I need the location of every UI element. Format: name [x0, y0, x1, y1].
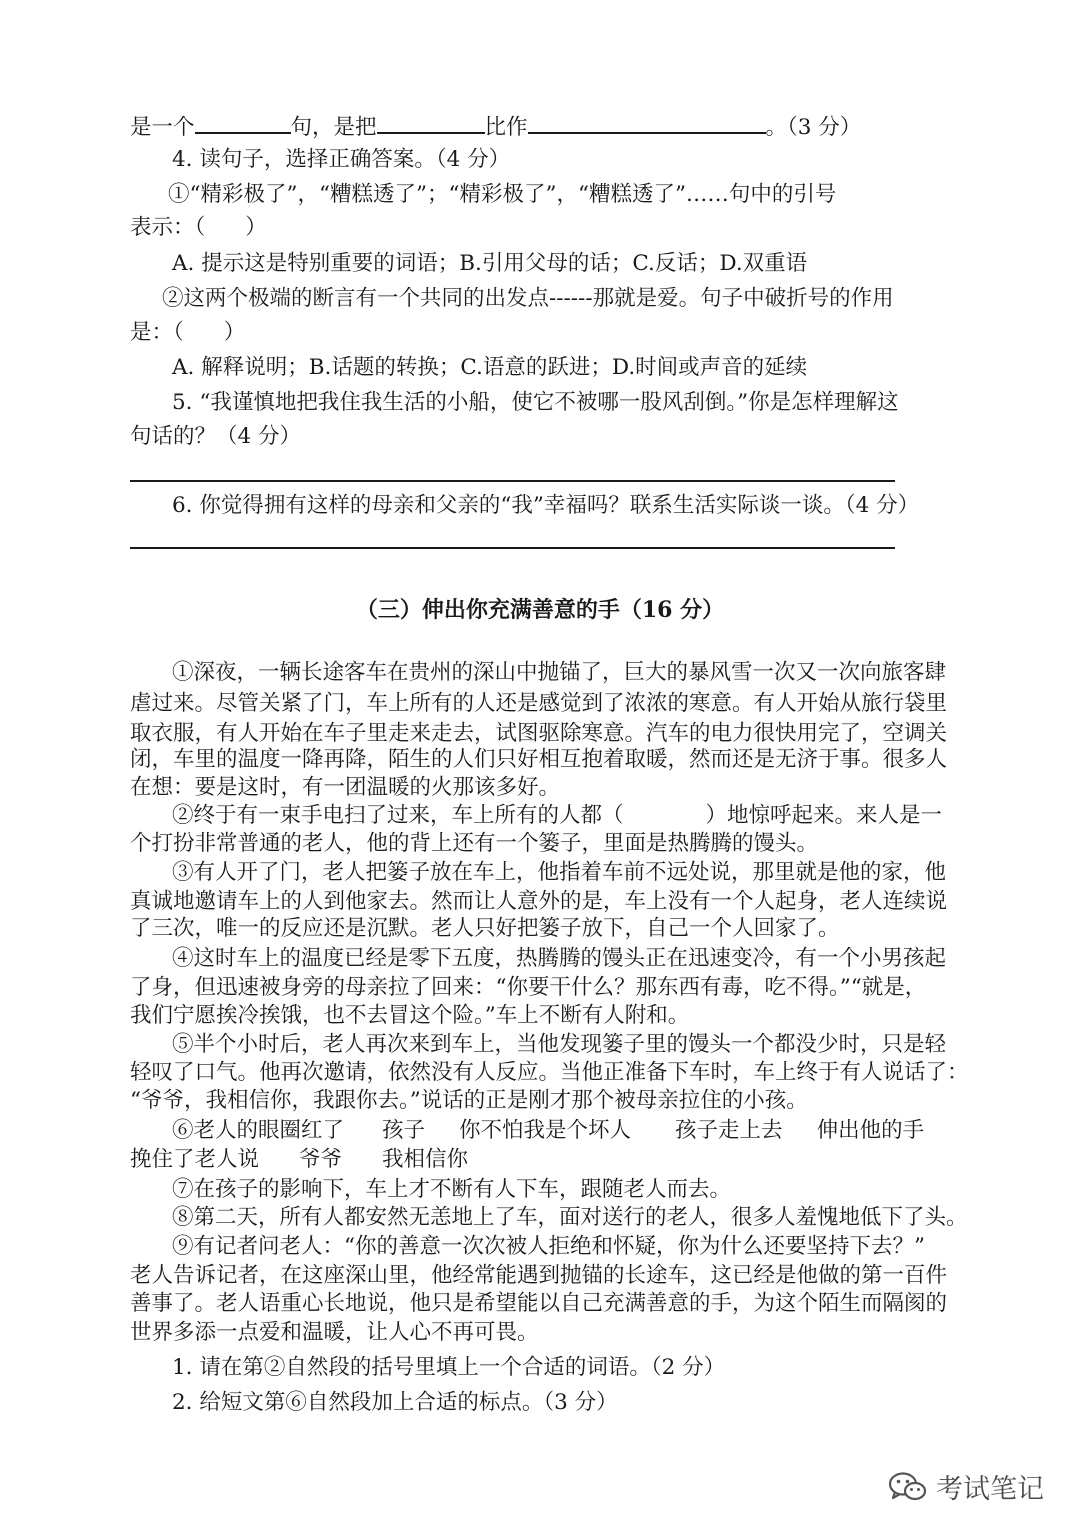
p6-line2	[130, 1145, 952, 1175]
p6-line1	[172, 1116, 994, 1146]
p2-text-b: ）地惊呼起来。来人是一	[705, 803, 943, 828]
q4-1-prompt: 表示：（	[130, 215, 206, 240]
p3-line: 真诚地邀请车上的人到他家去。然而让人意外的是，车上没有一个人起身，老人连续说	[130, 889, 948, 914]
q3-text-1: 是一个	[130, 115, 195, 140]
p6-fragment: 我相信你	[382, 1147, 469, 1172]
p8-line: ⑧第二天，所有人都安然无恙地上了车，面对送行的老人，很多人羞愧地低下了头。	[172, 1205, 968, 1230]
q5-line2: 句话的？（4 分）	[130, 424, 302, 449]
p2-text-a: ②终于有一束手电扫了过来，车上所有的人都（	[172, 803, 624, 828]
q5-line1: 5. “我谨慎地把我住我生活的小船，使它不被哪一股风刮倒。”你是怎样理解这	[172, 390, 899, 415]
p5-line: 轻叹了口气。他再次邀请，依然没有人反应。当他正准备下车时，车上终于有人说话了：	[130, 1060, 969, 1085]
s3-question-2: 2. 给短文第⑥自然段加上合适的标点。（3 分）	[172, 1390, 618, 1415]
p2-line: 个打扮非常普通的老人，他的背上还有一个篓子，里面是热腾腾的馒头。	[130, 831, 819, 856]
p9-line: 善事了。老人语重心长地说，他只是希望能以自己充满善意的手，为这个陌生而隔阂的	[130, 1291, 948, 1316]
wechat-icon	[888, 1471, 928, 1503]
watermark	[888, 1467, 1044, 1506]
p6-fragment: 伸出他的手	[816, 1118, 925, 1143]
p1-line: 虐过来。尽管关紧了门，车上所有的人还是感觉到了浓浓的寒意。有人开始从旅行袋里	[130, 691, 948, 716]
p5-line: “爷爷，我相信你，我跟你去。”说话的正是刚才那个被母亲拉住的小孩。	[130, 1088, 808, 1113]
q4-2-line1: ②这两个极端的断言有一个共同的出发点------那就是爱。句子中破折号的作用	[162, 286, 894, 311]
watermark-text: 考试笔记	[936, 1474, 1044, 1505]
p4-line: 我们宁愿挨冷挨饿，也不去冒这个险。”车上不断有人附和。	[130, 1003, 690, 1028]
answer-line[interactable]	[130, 547, 895, 549]
q4-1-line1: ①“精彩极了”，“糟糕透了”；“精彩极了”，“糟糕透了”……句中的引号	[168, 182, 837, 207]
q4-2-prompt: 是：（	[130, 320, 184, 345]
p3-line: ③有人开了门，老人把篓子放在车上，他指着车前不远处说，那里就是他的家，他	[172, 860, 947, 885]
q3-text-3: 比作	[484, 115, 528, 140]
q4-2-options: A. 解释说明；B.话题的转换；C.语意的跃进；D.时间或声音的延续	[172, 355, 808, 380]
answer-blank[interactable]	[377, 110, 485, 134]
q3-text-4: 。（3 分）	[765, 115, 862, 140]
p4-line: ④这时车上的温度已经是零下五度，热腾腾的馒头正在迅速变冷，有一个小男孩起	[172, 946, 947, 971]
p2-line	[172, 801, 994, 831]
s3-question-1: 1. 请在第②自然段的括号里填上一个合适的词语。（2 分）	[172, 1355, 726, 1380]
p9-line: 世界多添一点爱和温暖，让人心不再可畏。	[130, 1320, 539, 1345]
p4-line: 了身，但迅速被身旁的母亲拉了回来：“你要干什么？那东西有毒，吃不得。”“就是，	[130, 975, 927, 1000]
p9-line: ⑨有记者问老人：“你的善意一次次被人拒绝和怀疑，你为什么还要坚持下去？”	[172, 1234, 925, 1259]
p1-line: 在想：要是这时，有一团温暖的火那该多好。	[130, 775, 561, 800]
answer-line[interactable]	[130, 480, 895, 482]
p6-fragment: 你不怕我是个坏人	[459, 1118, 632, 1143]
q4-1-line2	[130, 213, 952, 243]
answer-blank[interactable]	[528, 110, 766, 134]
q6: 6. 你觉得拥有这样的母亲和父亲的“我”幸福吗？联系生活实际谈一谈。（4 分）	[172, 493, 920, 518]
answer-blank[interactable]	[195, 110, 291, 134]
p5-line: ⑤半个小时后，老人再次来到车上，当他发现篓子里的馒头一个都没少时，只是轻	[172, 1032, 947, 1057]
p6-fragment: 爷爷	[299, 1147, 343, 1172]
p7-line: ⑦在孩子的影响下，车上才不断有人下车，跟随老人而去。	[172, 1177, 732, 1202]
p3-line: 了三次，唯一的反应还是沉默。老人只好把篓子放下，自己一个人回家了。	[130, 916, 840, 941]
p6-fragment: 挽住了老人说	[130, 1147, 260, 1172]
q3-text-2: 句，是把	[290, 115, 377, 140]
p1-line: 闭，车里的温度一降再降，陌生的人们只好相互抱着取暖，然而还是无济于事。很多人	[130, 747, 948, 772]
p6-fragment: 孩子走上去	[675, 1118, 783, 1143]
q4-1-options: A. 提示这是特别重要的词语；B.引用父母的话；C.反话；D.双重语	[172, 251, 808, 276]
p1-line: ①深夜，一辆长途客车在贵州的深山中抛锚了，巨大的暴风雪一次又一次向旅客肆	[172, 660, 947, 685]
section-title: （三）伸出你充满善意的手（16 分）	[355, 597, 725, 623]
p6-fragment: ⑥老人的眼圈红了	[172, 1118, 345, 1143]
p1-line: 取衣服，有人开始在车子里走来走去，试图驱除寒意。汽车的电力很快用完了，空调关	[130, 721, 948, 746]
q4-2-paren-close: ）	[223, 320, 246, 345]
q3-fill-line	[130, 110, 952, 143]
q4-stem: 4. 读句子，选择正确答案。（4 分）	[172, 147, 511, 172]
p9-line: 老人告诉记者，在这座深山里，他经常能遇到抛锚的长途车，这已经是他做的第一百件	[130, 1263, 948, 1288]
q4-1-paren-close: ）	[245, 215, 267, 240]
p6-fragment: 孩子	[382, 1118, 426, 1143]
q4-2-line2	[130, 318, 952, 348]
